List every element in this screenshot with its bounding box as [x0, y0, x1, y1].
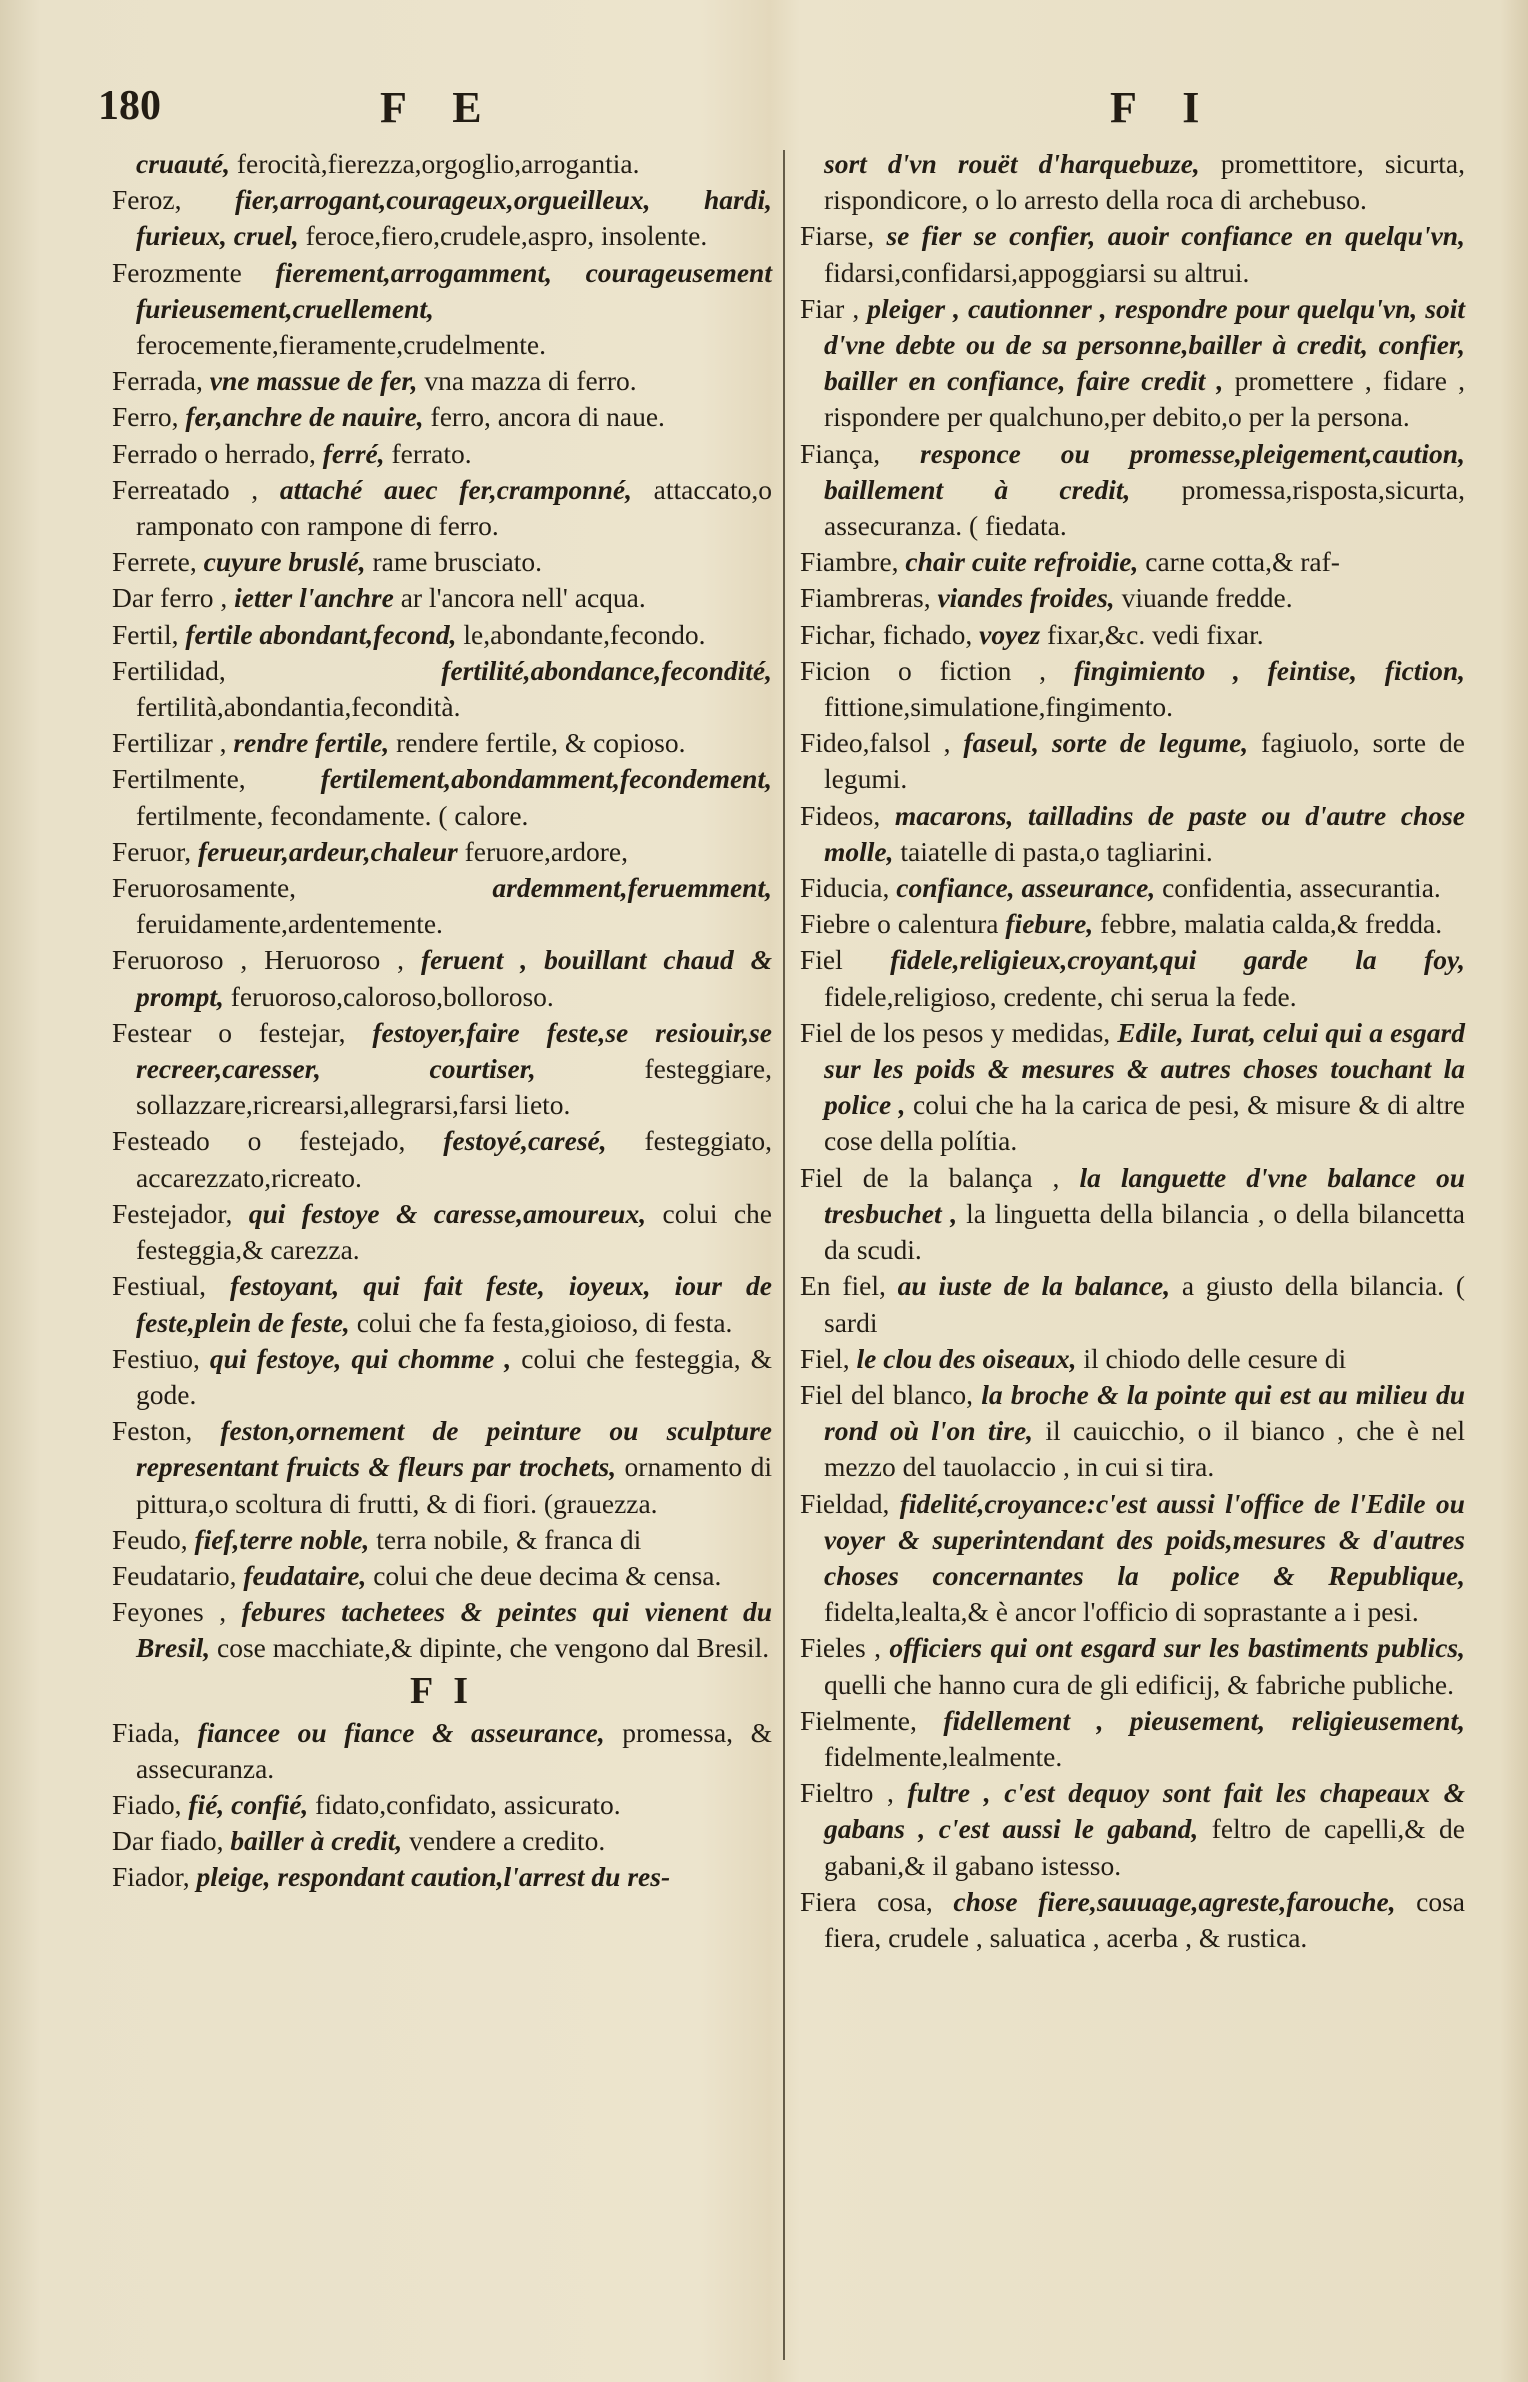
french-gloss: febures tachetees & peintes qui vienent du Bresil, — [136, 1596, 772, 1664]
dictionary-entry — [112, 1268, 772, 1340]
french-gloss: fier,arrogant,courageux,orgueilleux, hardi, furieux, cruel, — [136, 184, 772, 252]
italian-gloss: feruoroso,caloroso,bolloroso. — [230, 980, 554, 1012]
entry-headword: Fiducia, — [800, 872, 897, 904]
entry-headword: Feston, — [112, 1415, 221, 1447]
dictionary-entry — [112, 1787, 772, 1823]
entry-headword: Fiada, — [112, 1716, 198, 1748]
french-gloss: vne massue de fer, — [209, 365, 425, 397]
entry-headword: Ferrada, — [112, 365, 210, 397]
entry-headword: Fieles , — [800, 1632, 890, 1664]
dictionary-entry — [112, 834, 772, 870]
italian-gloss: fidele,religioso, credente, chi serua la fede. — [824, 980, 1297, 1012]
french-gloss: Edile, Iurat, celui qui a esgard sur les poids & mesures & autres choses touchant la police , — [824, 1016, 1465, 1121]
entry-headword: Festiuo, — [112, 1342, 210, 1374]
italian-gloss: colui che deue decima & censa. — [373, 1559, 722, 1591]
dictionary-entry — [112, 1196, 772, 1268]
italian-gloss: terra nobile, & franca di — [376, 1523, 642, 1555]
entry-headword: Ferozmente — [112, 256, 276, 288]
left-column — [112, 146, 772, 1896]
italian-gloss: feroce,fiero,crudele,aspro, insolente. — [305, 220, 708, 252]
italian-gloss: feruidamente,ardentemente. — [136, 908, 443, 940]
entry-headword: Feudo, — [112, 1523, 195, 1555]
dictionary-entry — [112, 653, 772, 725]
italian-gloss: fertilmente, fecondamente. ( calore. — [136, 799, 529, 831]
entry-headword: Fiambreras, — [800, 582, 938, 614]
entry-headword: Feudatario, — [112, 1559, 244, 1591]
italian-gloss: taiatelle di pasta,o tagliarini. — [900, 835, 1213, 867]
italian-gloss: il cauicchio, o il bianco , che è nel mezzo del tauolaccio , in cui si tira. — [824, 1415, 1465, 1483]
dictionary-entry — [800, 544, 1465, 580]
french-gloss: fer,anchre de nauire, — [185, 401, 431, 433]
dictionary-entry — [800, 1630, 1465, 1702]
italian-gloss: vendere a credito. — [409, 1825, 606, 1857]
left-column-heading: F E — [380, 83, 500, 132]
italian-gloss: ar l'ancora nell' acqua. — [400, 582, 646, 614]
italian-gloss: cosa fiera, crudele , saluatica , acerba , & rustica. — [824, 1885, 1465, 1953]
entry-headword: Feroz, — [112, 184, 235, 216]
italian-gloss: colui che festeggia, & gode. — [136, 1342, 772, 1410]
right-column-heading: F I — [1110, 83, 1218, 132]
dictionary-entry — [800, 798, 1465, 870]
dictionary-entry — [112, 1594, 772, 1666]
dictionary-entry — [112, 617, 772, 653]
french-gloss: le clou des oiseaux, — [856, 1342, 1084, 1374]
entry-headword: Fiel del blanco, — [800, 1378, 982, 1410]
french-gloss: fié, confié, — [188, 1788, 316, 1820]
french-gloss: faseul, sorte de legume, — [963, 727, 1262, 759]
french-gloss: feudataire, — [243, 1559, 374, 1591]
french-gloss: qui festoye, qui chomme , — [209, 1342, 522, 1374]
french-gloss: la broche & la pointe qui est au milieu du rond où l'on tire, — [824, 1378, 1465, 1447]
french-gloss: festoyer,faire feste,se resiouir,se recreer,caresser, courtiser, — [136, 1016, 773, 1085]
entry-headword: Fideos, — [800, 799, 895, 831]
entry-headword: Dar ferro , — [112, 582, 235, 614]
french-gloss: rendre fertile, — [233, 727, 397, 759]
french-gloss: fidellement , pieusement, religieusement, — [943, 1704, 1465, 1736]
dictionary-entry — [800, 436, 1465, 545]
entry-headword: Fiarse, — [800, 220, 887, 252]
italian-gloss: fertilità,abondantia,fecondità. — [136, 691, 461, 723]
dictionary-entry — [800, 1015, 1465, 1160]
entry-headword: Fertilmente, — [112, 763, 321, 795]
italian-gloss: colui che ha la carica de pesi, & misure & di altre cose della polítia. — [824, 1089, 1465, 1157]
page-header — [0, 82, 1528, 142]
right-column — [800, 146, 1465, 1956]
french-gloss: fierement,arrogamment, courageusement furieusement,cruellement, — [136, 256, 772, 324]
entry-headword: Fertilizar , — [112, 727, 234, 759]
italian-gloss: la linguetta della bilancia , o della bilancetta da scudi. — [824, 1197, 1466, 1266]
french-gloss: la languette d'vne balance ou tresbuchet , — [824, 1161, 1465, 1229]
dictionary-entry — [112, 1015, 772, 1124]
french-gloss: ferueur,ardeur,chaleur — [197, 835, 465, 867]
italian-gloss: festeggiare, sollazzare,ricrearsi,allegrarsi,farsi lieto. — [136, 1053, 772, 1121]
french-gloss: pleiger , cautionner , respondre pour quelqu'vn, soit d'vne debte ou de sa personne,bailler à credit, confier, bailler en confiance, faire credit , — [824, 292, 1465, 397]
italian-gloss: promessa, & assecuranza. — [136, 1716, 772, 1784]
entry-headword: Festiual, — [112, 1270, 230, 1302]
dictionary-entry — [112, 870, 772, 942]
italian-gloss: fittione,simulatione,fingimento. — [824, 691, 1174, 723]
entry-headword: Festear o festejar, — [112, 1016, 373, 1048]
entry-headword: Fideo,falsol , — [800, 727, 964, 759]
italian-gloss: promettere , fidare , rispondere per qualchuno,per debito,o per la persona. — [824, 365, 1465, 433]
italian-gloss: ferro, ancora di naue. — [430, 401, 665, 433]
french-gloss: festoyé,caresé, — [443, 1125, 645, 1157]
entry-headword: Fiel, — [800, 1342, 857, 1374]
dictionary-entry — [800, 617, 1465, 653]
french-gloss: fingimiento , feintise, fiction, — [1073, 654, 1465, 686]
french-gloss: fertilité,abondance,fecondité, — [441, 654, 772, 686]
french-gloss: fidelité,croyance:c'est aussi l'office de l'Edile ou voyer & superintendant des poids,mesures & d'autres choses concernantes la police & Republique, — [824, 1487, 1465, 1591]
entry-headword: Fiador, — [112, 1861, 197, 1893]
dictionary-entry — [112, 1859, 772, 1895]
french-gloss: officiers qui ont esgard sur les bastiments publics, — [889, 1632, 1465, 1664]
dictionary-entry — [800, 1775, 1465, 1884]
dictionary-entry — [112, 1823, 772, 1859]
entry-headword: Fieldad, — [800, 1487, 900, 1519]
italian-gloss: vna mazza di ferro. — [424, 365, 637, 397]
french-gloss: macarons, tailladins de paste ou d'autre chose molle, — [824, 799, 1466, 867]
french-gloss: qui festoye & caresse,amoureux, — [248, 1197, 663, 1229]
french-gloss: voyez — [979, 618, 1048, 650]
french-gloss: attaché auec fer,cramponné, — [279, 473, 654, 505]
french-gloss: confiance, asseurance, — [896, 872, 1163, 904]
entry-headword: Fiel de la balança , — [800, 1161, 1080, 1193]
french-gloss: sort d'vn rouët d'harquebuze, — [824, 148, 1221, 179]
italian-gloss: feltro de capelli,& de gabani,& il gabano istesso. — [824, 1813, 1465, 1881]
entry-headword: Fielmente, — [800, 1704, 944, 1736]
french-gloss: fertile abondant,fecond, — [185, 618, 464, 650]
french-gloss: cuyure bruslé, — [203, 546, 373, 578]
french-gloss: feruent , bouillant chaud & prompt, — [136, 944, 772, 1012]
page-number: 180 — [98, 83, 161, 129]
entry-headword: Feruorosamente, — [112, 872, 493, 904]
entry-headword: Fertil, — [112, 618, 186, 650]
italian-gloss: viuande fredde. — [1121, 582, 1293, 614]
french-gloss: au iuste de la balance, — [897, 1270, 1182, 1302]
dictionary-entry — [112, 399, 772, 435]
french-gloss: responce ou promesse,pleigement,caution, baillement à credit, — [824, 437, 1465, 505]
french-gloss: fertilement,abondamment,fecondement, — [320, 763, 772, 795]
french-gloss: chose fiere,sauuage,agreste,farouche, — [953, 1885, 1417, 1917]
dictionary-entry — [112, 761, 772, 833]
entry-headword: Festeado o festejado, — [112, 1125, 444, 1157]
entry-headword: Ferro, — [112, 401, 186, 433]
dictionary-entry — [112, 255, 772, 364]
dictionary-entry — [112, 472, 772, 544]
entry-headword: Feruoroso , Heruoroso , — [112, 944, 421, 976]
italian-gloss: cose macchiate,& dipinte, che vengono dal Bresil. — [216, 1632, 770, 1664]
italian-gloss: a giusto della bilancia. ( sardi — [824, 1270, 1465, 1338]
dictionary-entry — [112, 544, 772, 580]
entry-headword: Fiar , — [800, 292, 868, 324]
entry-headword: Fiado, — [112, 1788, 189, 1820]
dictionary-entry — [112, 1123, 772, 1195]
french-gloss: feston,ornement de peinture ou sculpture representant fruicts & fleurs par trochets, — [136, 1415, 773, 1483]
italian-gloss: quelli che hanno cura de gli edificij, & fabriche publiche. — [824, 1668, 1454, 1700]
dictionary-entry — [800, 653, 1465, 725]
entry-headword: Fieltro , — [800, 1777, 908, 1809]
italian-gloss: colui che festeggia,& carezza. — [136, 1197, 772, 1266]
italian-gloss: fidato,confidato, assicurato. — [315, 1788, 621, 1820]
entry-headword: Fiança, — [800, 437, 921, 469]
french-gloss: ardemment,feruemment, — [492, 872, 772, 904]
italian-gloss: rame brusciato. — [372, 546, 542, 578]
dictionary-entry — [112, 1715, 772, 1787]
dictionary-entry — [800, 906, 1465, 942]
entry-headword: Fiambre, — [800, 546, 906, 578]
entry-headword: Fiel — [800, 944, 891, 976]
italian-gloss: promessa,risposta,sicurta, assecuranza. ( fiedata. — [824, 473, 1465, 542]
dictionary-entry — [112, 1341, 772, 1413]
dictionary-entry — [800, 1341, 1465, 1377]
entry-headword: Fertilidad, — [112, 654, 442, 686]
dictionary-entry — [112, 363, 772, 399]
italian-gloss: fidarsi,confidarsi,appoggiarsi su altrui. — [824, 256, 1250, 288]
french-gloss: pleige, respondant caution,l'arrest du res- — [196, 1861, 671, 1893]
italian-gloss: le,abondante,fecondo. — [463, 618, 706, 650]
italian-gloss: colui che fa festa,gioioso, di festa. — [356, 1306, 733, 1338]
italian-gloss: rendere fertile, & copioso. — [396, 727, 686, 759]
french-gloss: fief,terre noble, — [194, 1523, 377, 1555]
french-gloss: ietter l'anchre — [234, 582, 401, 614]
french-gloss: fiebure, — [1005, 908, 1101, 940]
dictionary-entry — [112, 1413, 772, 1522]
dictionary-entry — [112, 146, 772, 182]
italian-gloss: festeggiato, accarezzato,ricreato. — [136, 1125, 772, 1193]
dictionary-entry — [800, 146, 1465, 218]
entry-headword: Feyones , — [112, 1596, 242, 1628]
italian-gloss: feruore,ardore, — [464, 835, 628, 867]
dictionary-entry — [800, 1884, 1465, 1956]
french-gloss: fiancee ou fiance & asseurance, — [197, 1716, 623, 1748]
italian-gloss: fidelmente,lealmente. — [824, 1740, 1063, 1772]
dictionary-entry — [800, 218, 1465, 290]
italian-gloss: attaccato,o ramponato con rampone di ferro. — [136, 473, 772, 542]
italian-gloss: febbre, malatia calda,& fredda. — [1100, 908, 1443, 940]
entry-headword: Dar fiado, — [112, 1825, 231, 1857]
french-gloss: chair cuite refroidie, — [905, 546, 1146, 578]
italian-gloss: fagiuolo, sorte de legumi. — [824, 727, 1465, 795]
italian-gloss: ornamento di pittura,o scoltura di frutti, & di fiori. (grauezza. — [136, 1451, 772, 1519]
dictionary-entry — [800, 1486, 1465, 1631]
entry-headword: Fiebre o calentura — [800, 908, 1006, 940]
italian-gloss: fixar,&c. vedi fixar. — [1047, 618, 1264, 650]
french-gloss: viandes froides, — [937, 582, 1122, 614]
dictionary-entry — [112, 182, 772, 254]
dictionary-entry — [112, 725, 772, 761]
entry-headword: Fichar, fichado, — [800, 618, 980, 650]
entry-headword: Ficion o fiction , — [800, 654, 1074, 686]
italian-gloss: carne cotta,& raf- — [1145, 546, 1340, 578]
italian-gloss: ferocità,fierezza,orgoglio,arrogantia. — [236, 148, 640, 179]
entry-headword: Ferreatado , — [112, 473, 280, 505]
french-gloss: ferré, — [322, 437, 392, 469]
dictionary-entry — [800, 1268, 1465, 1340]
dictionary-entry — [800, 1703, 1465, 1775]
dictionary-entry — [112, 580, 772, 616]
dictionary-entry — [112, 1522, 772, 1558]
italian-gloss: ferrato. — [391, 437, 472, 469]
entry-headword: Ferrete, — [112, 546, 204, 578]
dictionary-entry — [800, 870, 1465, 906]
dictionary-entry — [112, 436, 772, 472]
italian-gloss: ferocemente,fieramente,crudelmente. — [136, 329, 546, 361]
french-gloss: festoyant, qui fait feste, ioyeux, iour de feste,plein de feste, — [136, 1270, 772, 1338]
french-gloss: bailler à credit, — [230, 1825, 410, 1857]
french-gloss: cruauté, — [136, 148, 237, 179]
entry-headword: Fiel de los pesos y medidas, — [800, 1016, 1118, 1048]
french-gloss: se fier se confier, auoir confiance en quelqu'vn, — [886, 220, 1465, 252]
dictionary-entry — [112, 1558, 772, 1594]
italian-gloss: confidentia, assecurantia. — [1162, 872, 1441, 904]
dictionary-entry — [800, 1377, 1465, 1486]
french-gloss: fultre , c'est dequoy sont fait les chapeaux & gabans , c'est aussi le gaband, — [824, 1777, 1465, 1845]
entry-headword: En fiel, — [800, 1270, 898, 1302]
italian-gloss: il chiodo delle cesure di — [1083, 1342, 1347, 1374]
italian-gloss: promettitore, sicurta, rispondicore, o lo arresto della roca di archebuso. — [824, 148, 1465, 216]
french-gloss: fidele,religieux,croyant,qui garde la foy, — [890, 944, 1465, 976]
dictionary-entry — [800, 1160, 1465, 1269]
dictionary-entry — [800, 291, 1465, 436]
dictionary-entry — [112, 942, 772, 1014]
section-heading: F I — [409, 1669, 475, 1712]
italian-gloss: fidelta,lealta,& è ancor l'officio di soprastante a i pesi. — [824, 1596, 1419, 1628]
dictionary-entry — [800, 725, 1465, 797]
column-divider — [783, 150, 785, 2360]
entry-headword: Fiera cosa, — [800, 1885, 954, 1917]
entry-headword: Festejador, — [112, 1197, 249, 1229]
dictionary-entry — [800, 942, 1465, 1014]
dictionary-entry — [800, 580, 1465, 616]
entry-headword: Ferrado o herrado, — [112, 437, 323, 469]
entry-headword: Feruor, — [112, 835, 198, 867]
